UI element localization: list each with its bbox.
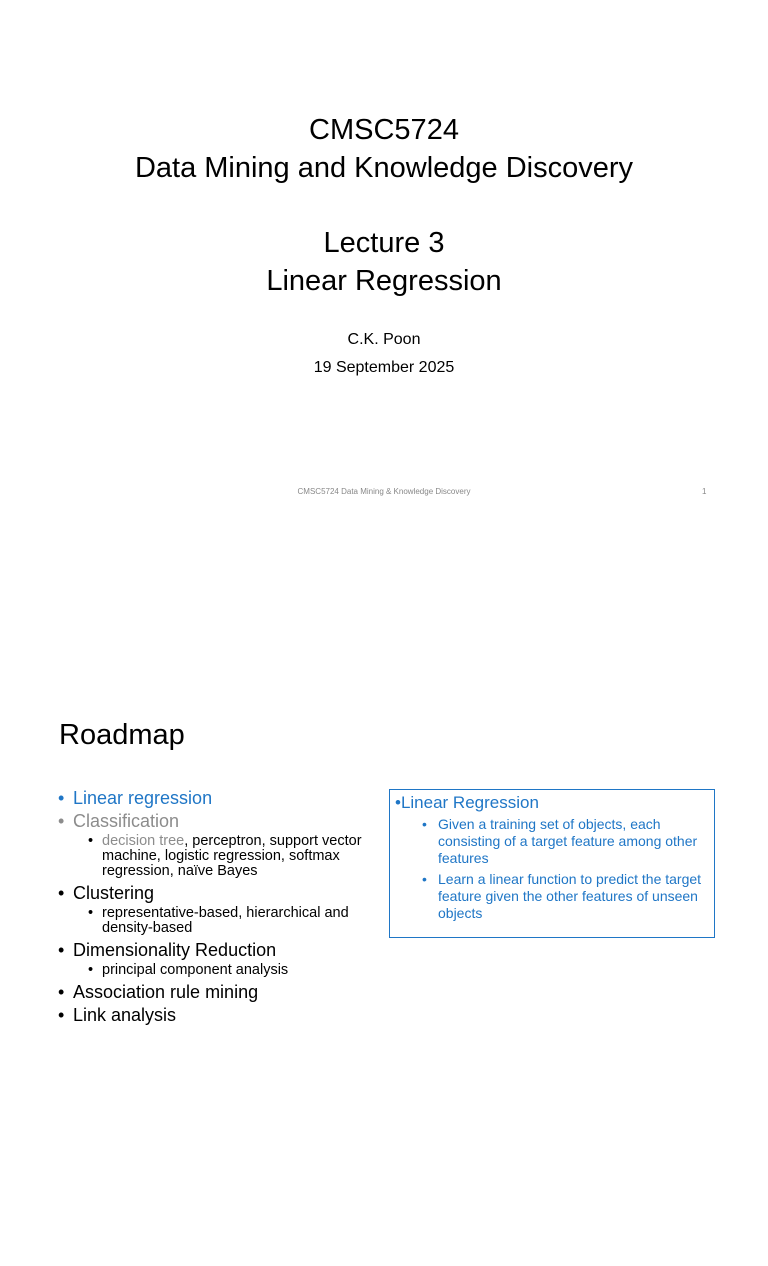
list-item: • Clustering [58,882,378,905]
author-name: C.K. Poon [347,331,421,348]
course-name: Data Mining and Knowledge Discovery [134,152,634,184]
course-code: CMSC5724 [309,114,459,146]
slide-title: Roadmap [59,719,185,751]
box-item: • Learn a linear function to predict the target feature given the other features of unseen objects [422,871,710,922]
lecture-title [0,224,768,300]
lecture-topic: Linear Regression [266,265,502,297]
sub-list-item: • representative-based, hierarchical and density-based [58,906,378,936]
box-heading: • Linear Regression [395,792,539,814]
box-list [422,816,710,926]
list-item: • Linear regression [58,787,378,810]
list-item: • Classification [58,810,378,833]
page-number: 1 [702,487,707,496]
slide-footer: CMSC5724 Data Mining & Knowledge Discovery [297,487,471,496]
list-item: • Association rule mining [58,981,378,1004]
sub-item-text: , perceptron, support vector machine, logistic regression, softmax regression, naïve Bayes [102,833,362,879]
author-block [0,326,768,382]
list-item: • Dimensionality Reduction [58,939,378,962]
definition-box [389,789,715,938]
sub-list-item: • principal component analysis [58,963,378,978]
title-slide [0,0,768,576]
box-item: • Given a training set of objects, each consisting of a target feature among other features [422,816,710,867]
list-item: • Link analysis [58,1004,378,1027]
roadmap-list [58,787,378,1027]
sub-item-highlight: decision tree [102,833,185,849]
sub-list-item [58,834,378,879]
lecture-number: Lecture 3 [323,227,445,259]
course-title [0,111,768,187]
roadmap-slide [0,690,768,1266]
lecture-date: 19 September 2025 [313,359,455,376]
